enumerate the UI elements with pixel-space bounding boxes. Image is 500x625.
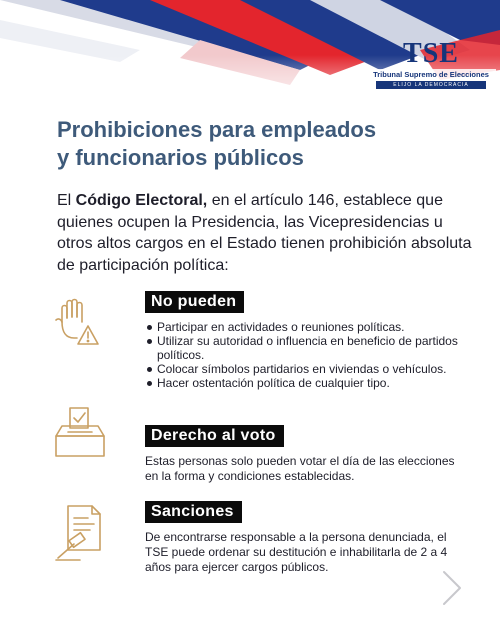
page-title <box>57 116 477 172</box>
prohibitions-list <box>145 320 465 390</box>
logo-name: Tribunal Supremo de Elecciones <box>366 69 496 80</box>
intro-rest: en el artículo 146, establece que quienes ocupen la Presidencia, las Vicepresidencias u otros altos cargos en el Estado tienen prohibición absoluta de participación política: <box>57 192 472 274</box>
intro-prefix: El <box>57 192 76 209</box>
logo-mark: TSE <box>403 38 459 69</box>
chevron-right-icon[interactable] <box>440 568 464 608</box>
list-item: Participar en actividades o reuniones políticas. <box>145 320 465 334</box>
tse-logo <box>366 40 496 89</box>
section-sanciones <box>145 501 465 575</box>
header-banner <box>0 0 500 110</box>
hand-warning-icon <box>52 296 104 348</box>
title-line-1: Prohibiciones para empleados <box>57 117 377 142</box>
list-item: Utilizar su autoridad o influencia en beneficio de partidos políticos. <box>145 334 465 362</box>
list-item: Colocar símbolos partidarios en viviendas o vehículos. <box>145 362 465 376</box>
gavel-document-icon <box>54 502 110 564</box>
intro-bold: Código Electoral, <box>75 192 208 209</box>
title-line-2: y funcionarios públicos <box>57 145 304 170</box>
logo-tagline: ELIJO LA DEMOCRACIA <box>376 81 486 89</box>
intro-paragraph <box>57 190 482 276</box>
section-heading-no-pueden: No pueden <box>145 291 244 313</box>
section-derecho-voto <box>145 425 465 484</box>
section-heading-derecho-voto: Derecho al voto <box>145 425 284 447</box>
section-no-pueden <box>145 291 465 390</box>
sanciones-text: De encontrarse responsable a la persona denunciada, el TSE puede ordenar su destitución e inhabilitarla de 2 a 4 años para ejercer cargos públicos. <box>145 530 448 574</box>
ballot-box-icon <box>52 404 108 460</box>
derecho-voto-text: Estas personas solo pueden votar el día de las elecciones en la forma y condiciones establecidas. <box>145 454 455 483</box>
section-heading-sanciones: Sanciones <box>145 501 242 523</box>
list-item: Hacer ostentación política de cualquier tipo. <box>145 376 465 390</box>
